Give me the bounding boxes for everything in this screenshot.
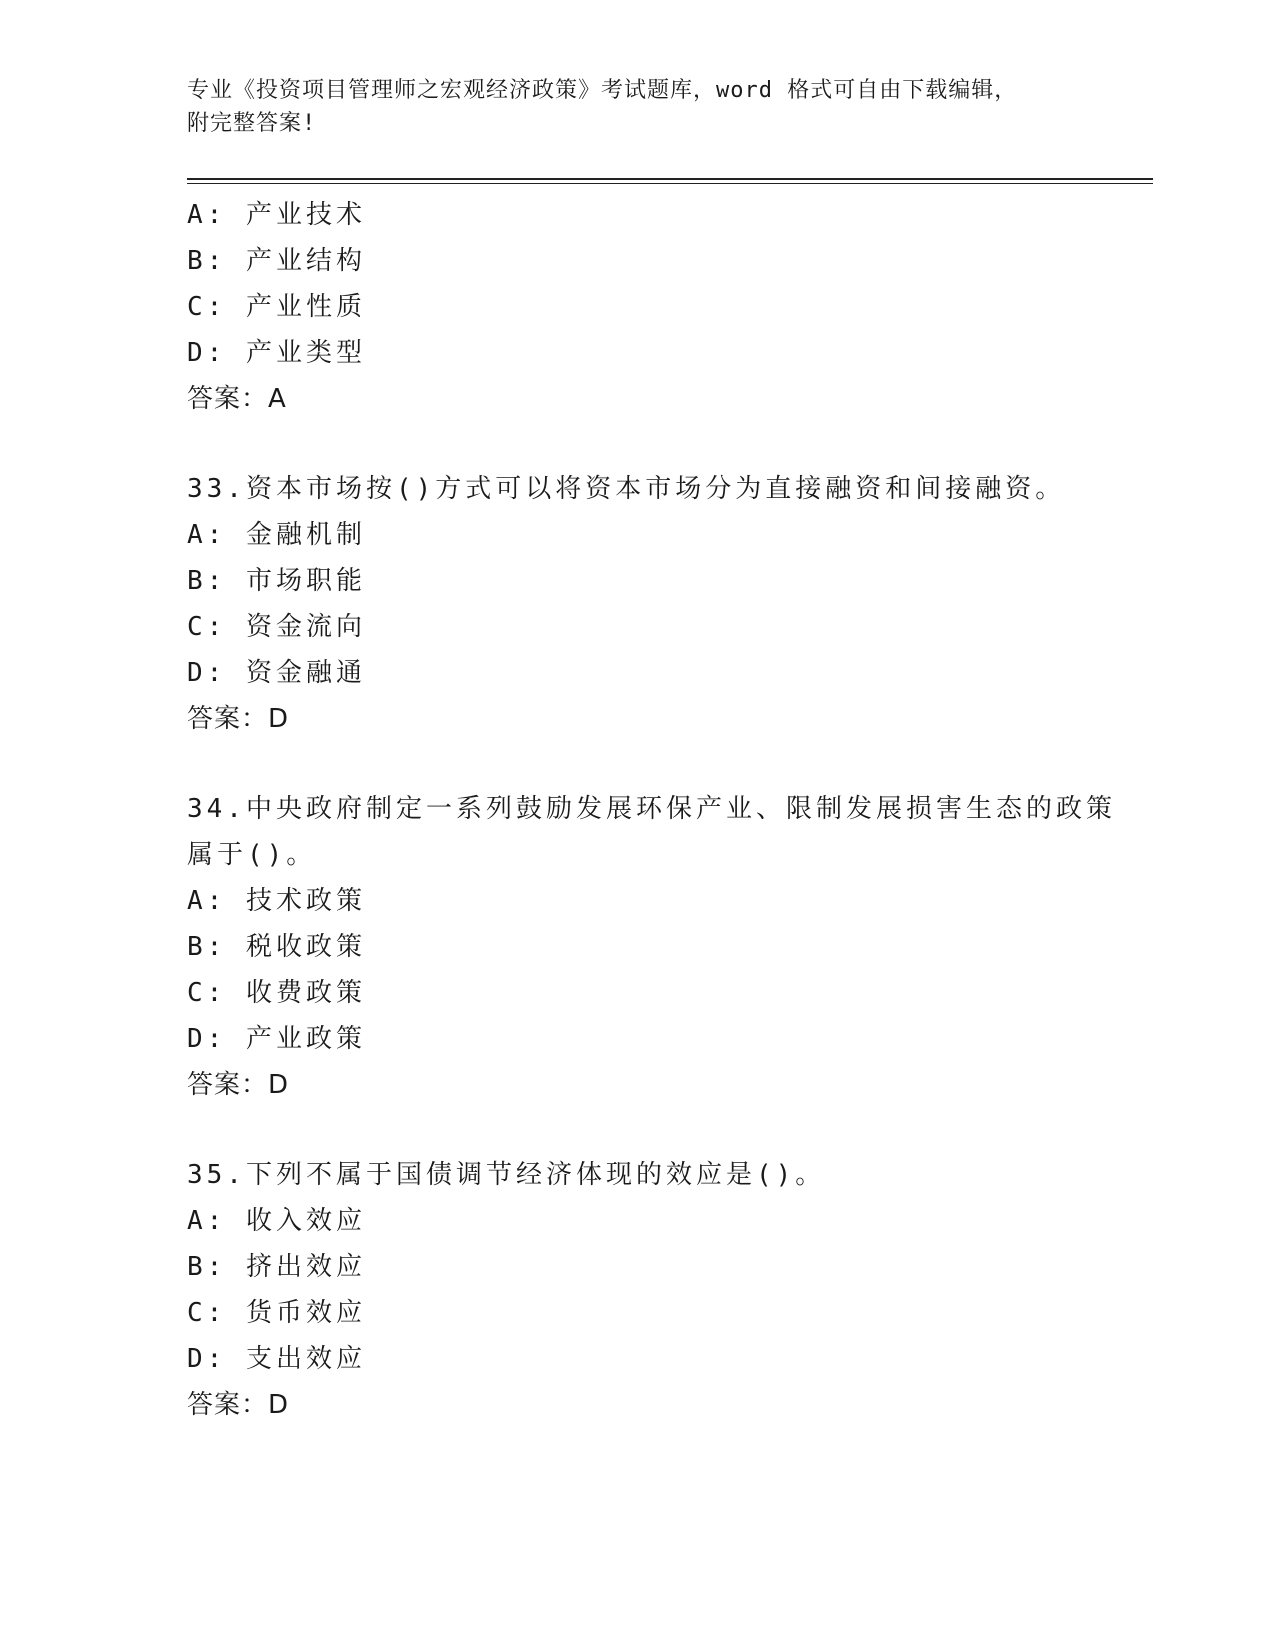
question-gap bbox=[187, 422, 1087, 466]
option-d: D: 产业政策 bbox=[187, 1024, 366, 1054]
option-a: A: 产业技术 bbox=[187, 200, 366, 230]
option-c: C: 资金流向 bbox=[187, 612, 366, 642]
option-c: C: 收费政策 bbox=[187, 978, 366, 1008]
document-header bbox=[187, 74, 1087, 140]
question-list bbox=[187, 192, 1116, 1428]
question-gap bbox=[187, 742, 1087, 786]
header-divider-thin bbox=[187, 183, 1153, 184]
answer-line: 答案：D bbox=[187, 704, 290, 734]
question-gap bbox=[187, 1108, 1087, 1152]
question-stem-line-2: 属于()。 bbox=[187, 840, 317, 870]
option-c: C: 产业性质 bbox=[187, 292, 366, 322]
question-block bbox=[187, 1152, 1087, 1428]
header-line-2: 附完整答案! bbox=[187, 111, 317, 136]
option-b: B: 税收政策 bbox=[187, 932, 366, 962]
answer-line: 答案：D bbox=[187, 1070, 290, 1100]
answer-line: 答案：D bbox=[187, 1390, 290, 1420]
option-c: C: 货币效应 bbox=[187, 1298, 366, 1328]
question-block bbox=[187, 466, 1087, 742]
question-block bbox=[187, 192, 1087, 422]
question-stem-line-1: 34.中央政府制定一系列鼓励发展环保产业、限制发展损害生态的政策 bbox=[187, 794, 1116, 824]
header-divider-thick bbox=[187, 178, 1153, 180]
header-line-1: 专业《投资项目管理师之宏观经济政策》考试题库，word 格式可自由下载编辑， bbox=[187, 78, 1018, 103]
answer-line: 答案：A bbox=[187, 384, 287, 414]
question-block bbox=[187, 786, 1116, 1108]
option-d: D: 产业类型 bbox=[187, 338, 366, 368]
option-b: B: 产业结构 bbox=[187, 246, 366, 276]
option-d: D: 资金融通 bbox=[187, 658, 366, 688]
option-b: B: 挤出效应 bbox=[187, 1252, 366, 1282]
question-stem: 35.下列不属于国债调节经济体现的效应是()。 bbox=[187, 1160, 826, 1190]
option-b: B: 市场职能 bbox=[187, 566, 366, 596]
option-a: A: 技术政策 bbox=[187, 886, 366, 916]
question-stem: 33.资本市场按()方式可以将资本市场分为直接融资和间接融资。 bbox=[187, 474, 1066, 504]
option-a: A: 金融机制 bbox=[187, 520, 366, 550]
option-d: D: 支出效应 bbox=[187, 1344, 366, 1374]
option-a: A: 收入效应 bbox=[187, 1206, 366, 1236]
